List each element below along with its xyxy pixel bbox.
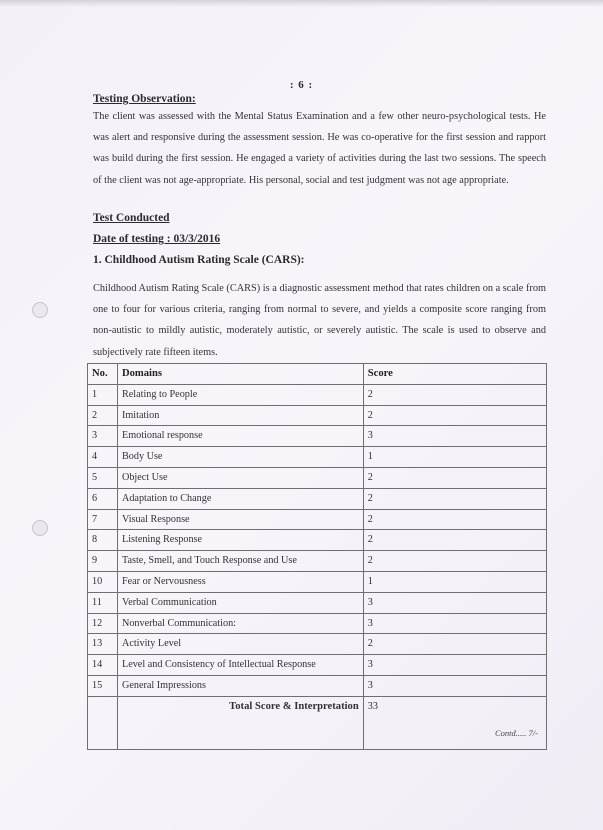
table-body: [88, 384, 547, 749]
row-score: 2: [363, 384, 546, 405]
row-number: 9: [88, 551, 118, 572]
row-score: 2: [363, 634, 546, 655]
row-score: 2: [363, 530, 546, 551]
table-row: [88, 675, 547, 696]
row-number: 7: [88, 509, 118, 530]
testing-observation-paragraph: The client was assessed with the Mental Status Examination and a few other neuro-psychological tests. He was alert and responsive during the assessment session. He was co-operative for the first session and rapport was build during the first session. He engaged a variety of activities during the last two sessions. The speech of the client was not age-appropriate. His personal, social and test judgment was not age appropriate.: [93, 111, 546, 186]
row-domain: Adaptation to Change: [117, 488, 363, 509]
row-number: 2: [88, 405, 118, 426]
cars-test-title: 1. Childhood Autism Rating Scale (CARS):: [93, 254, 305, 266]
row-domain: Activity Level: [117, 634, 363, 655]
row-number: 11: [88, 592, 118, 613]
row-domain: Emotional response: [117, 426, 363, 447]
test-conducted-heading: Test Conducted: [93, 212, 170, 224]
row-score: 2: [363, 488, 546, 509]
table-row: [88, 551, 547, 572]
total-blank-cell: [88, 696, 118, 749]
table-row: [88, 571, 547, 592]
table-row: [88, 467, 547, 488]
row-score: 3: [363, 613, 546, 634]
table-row: [88, 488, 547, 509]
row-domain: Visual Response: [117, 509, 363, 530]
table-row: [88, 426, 547, 447]
row-score: 1: [363, 571, 546, 592]
table-row: [88, 634, 547, 655]
cars-score-table: [87, 363, 547, 750]
row-score: 3: [363, 426, 546, 447]
punch-hole-top: [32, 302, 48, 318]
row-score: 3: [363, 655, 546, 676]
row-domain: Relating to People: [117, 384, 363, 405]
page-top-edge: [0, 0, 603, 7]
row-score: 3: [363, 592, 546, 613]
header-domains: Domains: [117, 364, 363, 385]
row-domain: Fear or Nervousness: [117, 571, 363, 592]
row-score: 3: [363, 675, 546, 696]
row-domain: Verbal Communication: [117, 592, 363, 613]
row-score: 2: [363, 467, 546, 488]
table-row: [88, 530, 547, 551]
table-row: [88, 405, 547, 426]
row-domain: Taste, Smell, and Touch Response and Use: [117, 551, 363, 572]
row-number: 5: [88, 467, 118, 488]
date-of-testing: Date of testing : 03/3/2016: [93, 233, 221, 245]
total-score-value: 33: [367, 700, 378, 712]
row-score: 2: [363, 405, 546, 426]
row-score: 1: [363, 447, 546, 468]
row-domain: Body Use: [117, 447, 363, 468]
row-domain: Object Use: [117, 467, 363, 488]
cars-description: Childhood Autism Rating Scale (CARS) is a diagnostic assessment method that rates children on a scale from one to four for various criteria, ranging from normal to severe, and yields a composite score ranging from non-autistic to mildly autistic, moderately autistic, or severely autistic. The scale is used to observe and subjectively rate fifteen items.: [93, 283, 546, 358]
table-row: [88, 447, 547, 468]
table-row: [88, 613, 547, 634]
row-number: 14: [88, 655, 118, 676]
row-domain: Level and Consistency of Intellectual Response: [117, 655, 363, 676]
total-score-cell: [363, 696, 546, 749]
table-row: [88, 655, 547, 676]
row-score: 2: [363, 509, 546, 530]
row-number: 13: [88, 634, 118, 655]
table-row: [88, 384, 547, 405]
testing-observation-heading: Testing Observation:: [93, 93, 196, 105]
total-label-cell: [117, 696, 363, 749]
table-row: [88, 592, 547, 613]
row-number: 6: [88, 488, 118, 509]
row-domain: Nonverbal Communication:: [117, 613, 363, 634]
table-header-row: [88, 364, 547, 385]
header-score: Score: [363, 364, 546, 385]
row-number: 4: [88, 447, 118, 468]
row-number: 12: [88, 613, 118, 634]
total-score-label: Total Score & Interpretation: [229, 700, 359, 712]
row-domain: General Impressions: [117, 675, 363, 696]
row-domain: Imitation: [117, 405, 363, 426]
continued-note: Contd..... 7/-: [495, 727, 538, 738]
punch-hole-bottom: [32, 520, 48, 536]
row-number: 15: [88, 675, 118, 696]
total-row: [88, 696, 547, 749]
row-number: 8: [88, 530, 118, 551]
row-score: 2: [363, 551, 546, 572]
row-number: 10: [88, 571, 118, 592]
row-number: 3: [88, 426, 118, 447]
header-no: No.: [88, 364, 118, 385]
row-domain: Listening Response: [117, 530, 363, 551]
page-number: : 6 :: [289, 79, 314, 91]
row-number: 1: [88, 384, 118, 405]
table-row: [88, 509, 547, 530]
